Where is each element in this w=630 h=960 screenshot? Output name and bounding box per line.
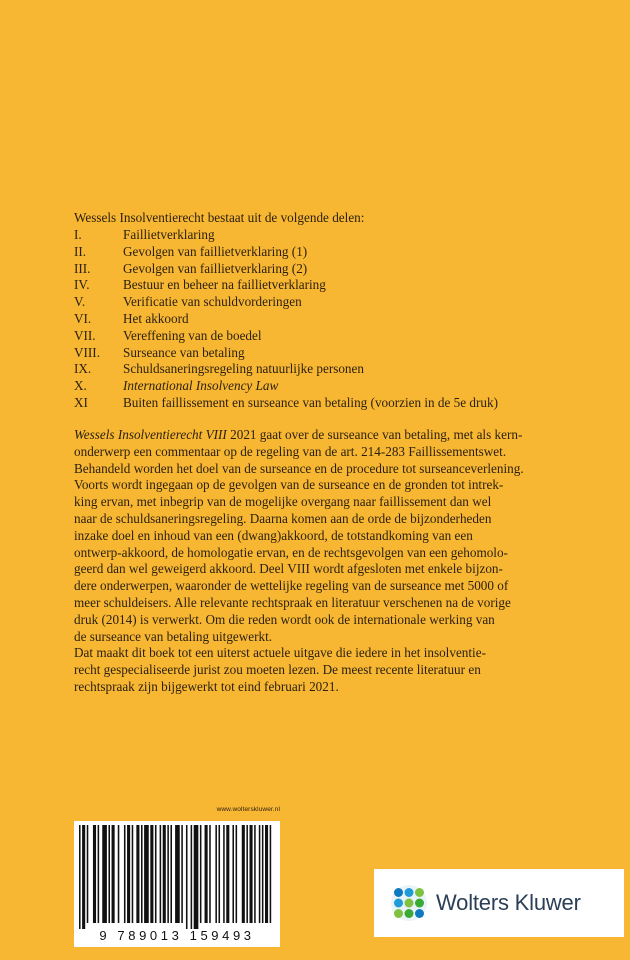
part-title: Gevolgen van faillietverklaring (1) — [123, 243, 308, 259]
parts-list — [74, 227, 498, 412]
part-number: IX. — [74, 361, 92, 377]
barcode-bar — [181, 825, 183, 923]
barcode-bar — [79, 825, 81, 929]
barcode-bar — [163, 825, 166, 923]
barcode-bar — [160, 825, 162, 923]
text-line: naar de schuldsaneringsregeling. Daarna komen aan de orde de bijzonderheden — [74, 510, 492, 526]
part-item — [74, 345, 498, 362]
barcode-bar — [232, 825, 234, 923]
barcode-bar — [118, 825, 120, 923]
barcode-bar — [254, 825, 256, 923]
part-number: V. — [74, 294, 86, 310]
barcode-bar — [144, 825, 149, 923]
part-title: Vereffening van de boedel — [123, 327, 262, 343]
part-number: III. — [74, 260, 91, 276]
barcode-bar — [127, 825, 130, 923]
part-title: Schuldsaneringsregeling natuurlijke personen — [123, 361, 364, 377]
text-line: Voorts wordt ingegaan op de gevolgen van de surseance en de gronden tot intrek- — [74, 477, 504, 493]
description-paragraph-2 — [74, 645, 559, 695]
barcode-bar — [215, 825, 217, 923]
barcode-bar — [167, 825, 169, 923]
part-item — [74, 328, 498, 345]
part-item — [74, 294, 498, 311]
barcode-bar — [82, 825, 85, 929]
barcode-bar — [136, 825, 139, 923]
barcode-bar — [191, 825, 193, 929]
text-line: king ervan, met inbegrip van de mogelijke overgang naar faillissement dan wel — [74, 494, 492, 510]
barcode-bar — [124, 825, 126, 923]
part-title: Gevolgen van faillietverklaring (2) — [123, 260, 308, 276]
text-line: de surseance van betaling uitgewerkt. — [74, 628, 273, 644]
barcode-bar — [205, 825, 208, 923]
barcode-bar — [259, 825, 261, 923]
barcode-bar — [132, 825, 134, 923]
barcode-bar — [226, 825, 229, 923]
text-line: Dat maakt dit boek tot een uiterst actuele uitgave die iedere in het insolventie- — [74, 645, 486, 661]
part-item — [74, 261, 498, 278]
barcode-bar — [265, 825, 268, 923]
part-item — [74, 361, 498, 378]
series-intro: Wessels Insolventierecht bestaat uit de volgende delen: — [74, 210, 365, 225]
part-number: XI — [74, 394, 88, 410]
description-paragraph-1 — [74, 427, 559, 645]
publisher-name: Wolters Kluwer — [436, 890, 581, 915]
barcode-bar — [209, 825, 211, 923]
description — [74, 427, 559, 696]
text-line: 2021 gaat over de surseance van betaling, met als kern- — [226, 427, 523, 442]
text-line: geerd dan wel geweigerd akkoord. Deel VIII wordt afgesloten met enkele bijzon- — [74, 561, 503, 577]
barcode-bar — [87, 825, 89, 923]
part-item — [74, 395, 498, 412]
text-line: rechtspraak zijn bijgewerkt tot eind februari 2021. — [74, 678, 339, 694]
part-number: VIII. — [74, 344, 100, 360]
part-number: II. — [74, 243, 87, 259]
barcode-bar — [93, 825, 96, 923]
part-item — [74, 244, 498, 261]
part-title: Faillietverklaring — [123, 227, 215, 242]
barcode — [74, 821, 280, 947]
barcode-bar — [219, 825, 221, 923]
barcode-area — [74, 806, 280, 947]
barcode-bar — [112, 825, 115, 923]
barcode-bar — [150, 825, 153, 923]
barcode-bar — [236, 825, 238, 923]
part-number: I. — [74, 227, 82, 242]
part-number: IV. — [74, 277, 90, 293]
part-title: Buiten faillissement en surseance van betaling (voorzien in de 5e druk) — [123, 394, 498, 410]
publisher-url: www.wolterskluwer.nl — [216, 806, 280, 813]
book-title: Wessels Insolventierecht VIII — [74, 427, 227, 442]
barcode-bar — [155, 825, 157, 923]
barcode-bar — [242, 825, 245, 923]
text-line: Behandeld worden het doel van de surseance en de procedure tot surseanceverlening. — [74, 460, 524, 476]
barcode-bar — [186, 825, 188, 929]
barcode-bar — [250, 825, 253, 923]
barcode-bar — [108, 825, 110, 923]
part-title: Bestuur en beheer na faillietverklaring — [123, 277, 326, 293]
barcode-bar — [223, 825, 225, 923]
part-item — [74, 378, 498, 395]
barcode-bar — [262, 825, 264, 923]
part-item — [74, 311, 498, 328]
text-line: druk (2014) is verwerkt. Om die reden wordt ook de internationale werking van — [74, 611, 495, 627]
part-title: International Insolvency Law — [123, 378, 279, 394]
part-number: VII. — [74, 327, 96, 343]
part-number: X. — [74, 378, 87, 394]
text-line: inzake doel en inhoud van een (dwang)akkoord, de totstandkoming van een — [74, 527, 473, 543]
barcode-bar — [141, 825, 143, 923]
barcode-bar — [175, 825, 180, 923]
barcode-bar — [246, 825, 248, 923]
barcode-bar — [194, 825, 199, 929]
text-line: ontwerp-akkoord, de homologatie ervan, en de rechtsgevolgen van een gehomolo- — [74, 544, 508, 560]
barcode-bar — [170, 825, 172, 923]
barcode-bar — [102, 825, 107, 923]
text-line: dere onderwerpen, waaronder de wettelijke regeling van de surseance met 5000 of — [74, 578, 509, 594]
barcode-bar — [200, 825, 202, 923]
publisher-logo — [374, 869, 624, 937]
part-title: Surseance van betaling — [123, 344, 245, 360]
text-line: recht gespecialiseerde jurist zou moeten lezen. De meest recente literatuur en — [74, 662, 481, 678]
wolters-kluwer-logo-icon — [390, 884, 428, 922]
part-item — [74, 227, 498, 244]
part-title: Het akkoord — [123, 310, 189, 326]
part-number: VI. — [74, 310, 92, 326]
isbn-number: 9 789013 159493 — [99, 928, 255, 943]
barcode-bar — [270, 825, 272, 923]
text-line: onderwerp een commentaar op de regeling van de art. 214-283 Faillissementswet. — [74, 443, 507, 459]
text-line: meer schuldeisers. Alle relevante rechtspraak en literatuur verschenen na de vorige — [74, 594, 511, 610]
part-title: Verificatie van schuldvorderingen — [123, 294, 302, 310]
barcode-bar — [98, 825, 100, 923]
part-item — [74, 277, 498, 294]
